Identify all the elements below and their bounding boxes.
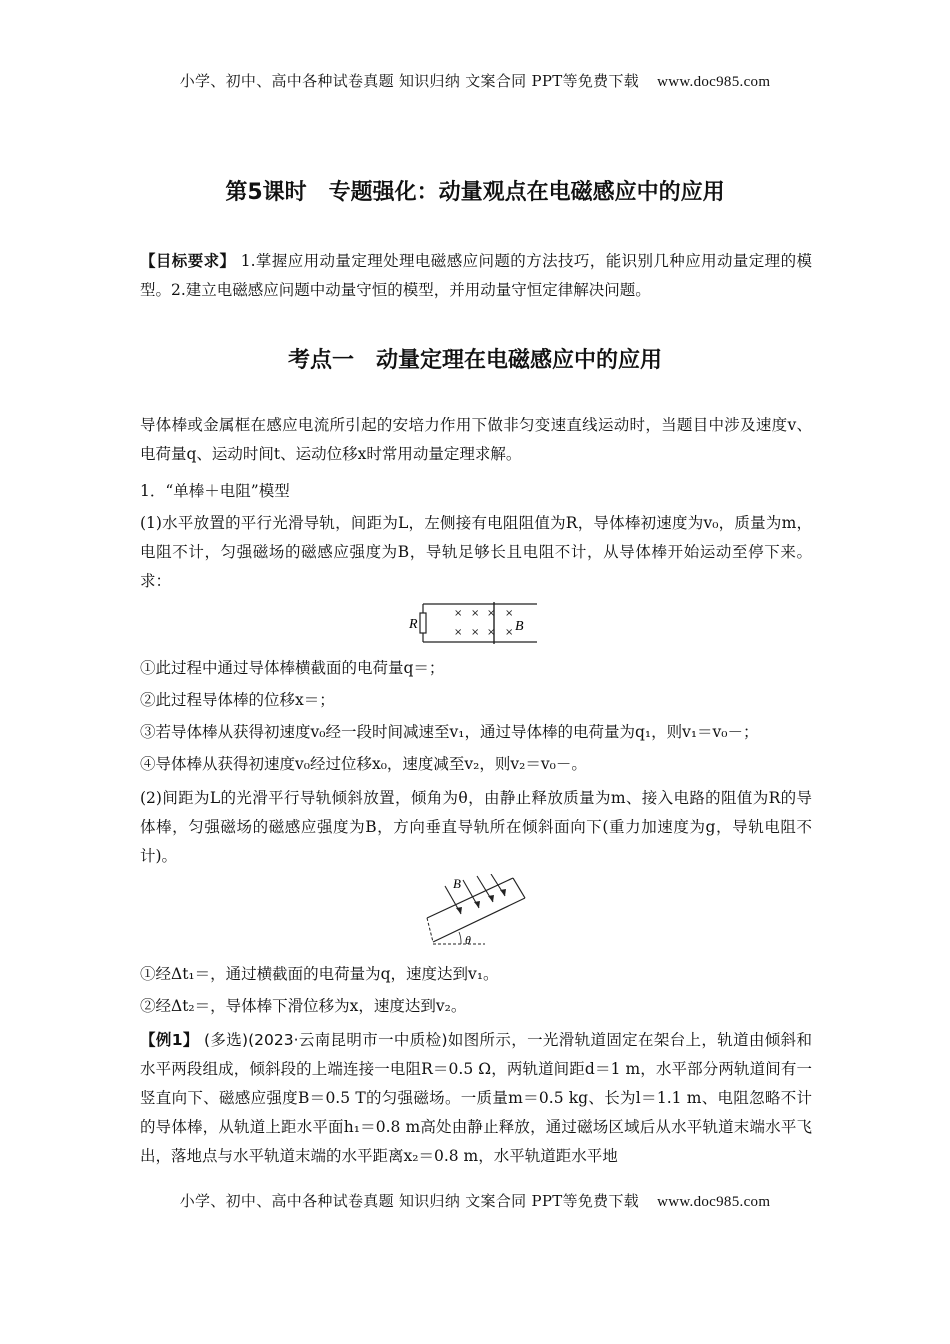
question-2: ②此过程导体棒的位移x＝； bbox=[140, 691, 335, 709]
lesson-topic: 专题强化：动量观点在电磁感应中的应用 bbox=[328, 180, 725, 205]
model1-problem1: (1)水平放置的平行光滑导轨，间距为L，左侧接有电阻阻值为R，导体棒初速度为v₀，质量为m，电阻不计，匀强磁场的磁感应强度为B，导轨足够长且电阻不计，从导体棒开始运动至停下来。求： bbox=[140, 514, 812, 590]
objectives-text: 1.掌握应用动量定理处理电磁感应问题的方法技巧，能识别几种应用动量定理的模型。2.建立电磁感应问题中动量守恒的模型，并用动量守恒定律解决问题。 bbox=[140, 252, 812, 299]
resistor-symbol bbox=[420, 613, 426, 633]
page-footer bbox=[0, 1190, 950, 1211]
field-label: B bbox=[515, 619, 524, 634]
field-cross: × bbox=[505, 627, 514, 638]
header-text: 小学、初中、高中各种试卷真题 知识归纳 文案合同 PPT等免费下载 bbox=[179, 72, 640, 90]
objectives bbox=[140, 247, 812, 305]
question-3: ③若导体棒从获得初速度v₀经一段时间减速至v₁，通过导体棒的电荷量为q₁，则v₁＝v₀－； bbox=[140, 723, 759, 741]
example-tag: (多选)(2023·云南昆明市一中质检) bbox=[203, 1031, 448, 1049]
section-number: 考点一 bbox=[287, 348, 354, 373]
section-title bbox=[0, 343, 950, 374]
example-text: 如图所示，一光滑轨道固定在架台上，轨道由倾斜和水平两段组成，倾斜段的上端连接一电阻R＝0.5 Ω，两轨道间距d＝1 m，水平部分两轨道间有一竖直向下、磁感应强度B＝0.5 T的匀强磁场。一质量m＝0.5 kg、长为l＝1.1 m、电阻忽略不计的导体棒，从轨道上距水平面h₁＝0.8 m高处由静止释放，通过磁场区域后从水平轨道末端水平飞出，落地点与水平轨道末端的水平距离x₂＝0.8 m，水平轨道距水平地 bbox=[140, 1031, 812, 1165]
question-4: ④导体棒从获得初速度v₀经过位移x₀，速度减至v₂，则v₂＝v₀－。 bbox=[140, 755, 587, 773]
lesson-title bbox=[0, 175, 950, 206]
example-1 bbox=[140, 1026, 812, 1171]
page-header bbox=[0, 70, 950, 91]
footer-site[interactable]: www.doc985.com bbox=[657, 1194, 771, 1210]
inclined-rail-diagram bbox=[425, 874, 535, 948]
question-5: ①经Δt₁＝，通过横截面的电荷量为q，速度达到v₁。 bbox=[140, 965, 499, 983]
field-cross: × bbox=[454, 608, 463, 619]
lesson-number: 第5课时 bbox=[225, 180, 307, 205]
question-6: ②经Δt₂＝，导体棒下滑位移为x，速度达到v₂。 bbox=[140, 997, 467, 1015]
model1-problem2: (2)间距为L的光滑平行导轨倾斜放置，倾角为θ，由静止释放质量为m、接入电路的阻值为R的导体棒，匀强磁场的磁感应强度为B，方向垂直导轨所在倾斜面向下(重力加速度为g，导轨电阻不计)。 bbox=[140, 789, 812, 865]
field-cross: × bbox=[454, 627, 463, 638]
field-cross: × bbox=[487, 627, 496, 638]
section-name: 动量定理在电磁感应中的应用 bbox=[376, 348, 663, 373]
header-site[interactable]: www.doc985.com bbox=[657, 74, 771, 90]
field-cross: × bbox=[505, 608, 514, 619]
field-cross: × bbox=[471, 608, 480, 619]
example-label: 【例1】 bbox=[140, 1031, 199, 1049]
intro-paragraph: 导体棒或金属框在感应电流所引起的安培力作用下做非匀变速直线运动时，当题目中涉及速度v、电荷量q、运动时间t、运动位移x时常用动量定理求解。 bbox=[140, 416, 812, 463]
question-1: ①此过程中通过导体棒横截面的电荷量q＝； bbox=[140, 659, 445, 677]
angle-label: θ bbox=[465, 933, 471, 947]
field-cross: × bbox=[487, 608, 496, 619]
rail-resistor-diagram bbox=[405, 600, 540, 646]
model1-heading: 1．“单棒＋电阻”模型 bbox=[140, 482, 290, 500]
footer-text: 小学、初中、高中各种试卷真题 知识归纳 文案合同 PPT等免费下载 bbox=[179, 1192, 640, 1210]
field-cross: × bbox=[471, 627, 480, 638]
objectives-label: 【目标要求】 bbox=[140, 252, 236, 270]
field-label-2: B bbox=[453, 876, 461, 891]
resistor-label: R bbox=[409, 617, 418, 632]
